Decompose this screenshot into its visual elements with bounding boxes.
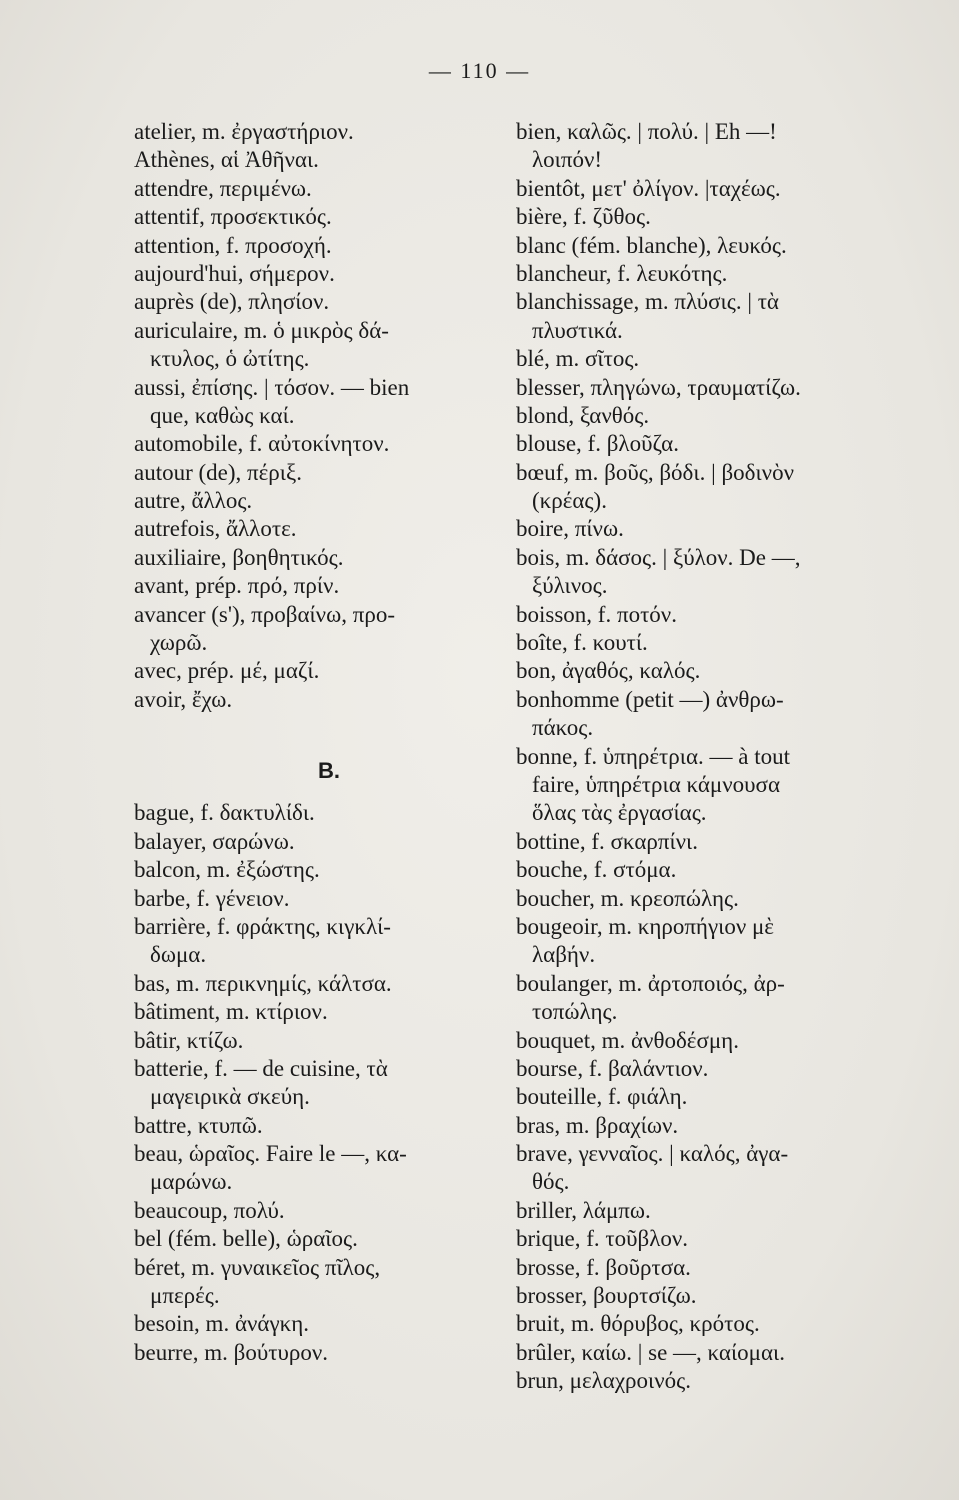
dictionary-entry-line: boisson, f. ποτόν. xyxy=(516,601,677,627)
dictionary-entry-line: bière, f. ζῦθος. xyxy=(516,204,651,230)
entry-continuation-line: ξύλινος. xyxy=(532,573,608,599)
left-column xyxy=(134,118,504,1367)
dictionary-entry-line: automobile, f. αὐτοκίνητον. xyxy=(134,431,390,457)
dictionary-entry-line: bourse, f. βαλάντιον. xyxy=(516,1055,709,1081)
dictionary-entry-line: bœuf, m. βοῦς, βόδι. | βοδινὸν xyxy=(516,459,794,485)
entry-continuation-line: τοπώλης. xyxy=(532,999,618,1025)
dictionary-entry-line: besoin, m. ἀνάγκη. xyxy=(134,1311,309,1337)
entry-continuation-line: μπερές. xyxy=(150,1283,220,1309)
dictionary-entry-line: bon, ἀγαθός, καλός. xyxy=(516,658,701,684)
dictionary-entry-line: brosse, f. βοῦρτσα. xyxy=(516,1254,691,1280)
dictionary-entry-line: brave, γενναῖος. | καλός, ἀγα- xyxy=(516,1141,789,1167)
dictionary-entry-line: avant, prép. πρό, πρίν. xyxy=(134,573,340,599)
dictionary-entry-line: brosser, βουρτσίζω. xyxy=(516,1283,697,1309)
entry-continuation-line: λοιπόν! xyxy=(532,147,603,173)
dictionary-entry-line: bague, f. δακτυλίδι. xyxy=(134,800,315,826)
dictionary-entry-line: barbe, f. γένειον. xyxy=(134,885,290,911)
entry-continuation-line: μαρώνω. xyxy=(150,1169,233,1195)
dictionary-entry-line: bâtiment, m. κτίριον. xyxy=(134,999,328,1025)
dictionary-entry-line: bouquet, m. ἀνθοδέσμη. xyxy=(516,1027,739,1053)
dictionary-entry-line: bruit, m. θόρυβος, κρότος. xyxy=(516,1311,760,1337)
dictionary-entry-line: batterie, f. — de cuisine, τὰ xyxy=(134,1055,388,1081)
dictionary-entry-line: bouche, f. στόμα. xyxy=(516,857,677,883)
dictionary-entry-line: beau, ὡραῖος. Faire le —, κα- xyxy=(134,1141,407,1167)
dictionary-entry-line: balcon, m. ἐξώστης. xyxy=(134,857,320,883)
dictionary-entry-line: autre, ἄλλος. xyxy=(134,488,253,514)
dictionary-entry-line: bottine, f. σκαρπίνι. xyxy=(516,828,698,854)
right-entries xyxy=(516,118,886,1396)
entry-continuation-line: μαγειρικὰ σκεύη. xyxy=(150,1084,310,1110)
dictionary-entry-line: aujourd'hui, σήμερον. xyxy=(134,260,335,286)
dictionary-entry-line: bras, m. βραχίων. xyxy=(516,1112,679,1138)
dictionary-entry-line: atelier, m. ἐργαστήριον. xyxy=(134,119,354,144)
dictionary-entry-line: attentif, προσεκτικός. xyxy=(134,204,332,230)
dictionary-entry-line: bien, καλῶς. | πολύ. | Eh —! xyxy=(516,119,777,144)
dictionary-entry-line: attention, f. προσοχή. xyxy=(134,232,332,258)
dictionary-entry-line: avec, prép. μέ, μαζί. xyxy=(134,658,320,684)
dictionary-entry-line: briller, λάμπω. xyxy=(516,1197,651,1223)
dictionary-entry-line: brun, μελαχροινός. xyxy=(516,1368,691,1394)
entry-continuation-line: πάκος. xyxy=(532,715,594,741)
dictionary-entry-line: beaucoup, πολύ. xyxy=(134,1197,285,1223)
dictionary-entry-line: boire, πίνω. xyxy=(516,516,624,542)
entry-continuation-line: κτυλος, ὁ ὠτίτης. xyxy=(150,346,310,372)
dictionary-entry-line: blé, m. σῖτος. xyxy=(516,346,640,372)
left-entries-a xyxy=(134,118,504,714)
dictionary-entry-line: beurre, m. βούτυρον. xyxy=(134,1339,328,1365)
dictionary-entry-line: aussi, ἐπίσης. | τόσον. — bien xyxy=(134,374,410,400)
dictionary-entry-line: bougeoir, m. κηροπήγιον μὲ xyxy=(516,913,774,939)
section-heading: B. xyxy=(318,757,340,783)
dictionary-entry-line: auprès (de), πλησίον. xyxy=(134,289,330,315)
entry-continuation-line: θός. xyxy=(532,1169,570,1195)
right-column xyxy=(516,118,886,1396)
entry-continuation-line: faire, ὑπηρέτρια κάμνουσα xyxy=(532,771,781,797)
dictionary-entry-line: bonne, f. ὑπηρέτρια. — à tout xyxy=(516,743,790,769)
dictionary-entry-line: battre, κτυπῶ. xyxy=(134,1112,263,1138)
dictionary-entry-line: autour (de), πέριξ. xyxy=(134,459,302,485)
dictionary-entry-line: blesser, πληγώνω, τραυματίζω. xyxy=(516,374,801,400)
dictionary-entry-line: auxiliaire, βοηθητικός. xyxy=(134,544,344,570)
dictionary-entry-line: brique, f. τοῦβλον. xyxy=(516,1226,689,1252)
dictionary-entry-line: boucher, m. κρεοπώλης. xyxy=(516,885,739,911)
dictionary-entry-line: bâtir, κτίζω. xyxy=(134,1027,244,1053)
entry-continuation-line: que, καθὼς καί. xyxy=(150,402,295,428)
dictionary-entry-line: avoir, ἔχω. xyxy=(134,686,233,712)
dictionary-entry-line: bas, m. περικνημίς, κάλτσα. xyxy=(134,970,392,996)
dictionary-entry-line: boîte, f. κουτί. xyxy=(516,630,648,656)
dictionary-entry-line: avancer (s'), προβαίνω, προ- xyxy=(134,601,395,627)
dictionary-entry-line: bois, m. δάσος. | ξύλον. De —, xyxy=(516,544,801,570)
dictionary-entry-line: balayer, σαρώνω. xyxy=(134,828,295,854)
entry-continuation-line: πλυστικά. xyxy=(532,317,623,343)
page-number: — 110 — xyxy=(428,58,531,83)
left-entries-b xyxy=(134,799,504,1367)
dictionary-entry-line: béret, m. γυναικεῖος πῖλος, xyxy=(134,1254,381,1280)
dictionary-entry-line: bientôt, μετ' ὀλίγον. |ταχέως. xyxy=(516,175,781,201)
section-spacer xyxy=(134,714,504,742)
dictionary-entry-line: blanchissage, m. πλύσις. | τὰ xyxy=(516,289,779,315)
dictionary-entry-line: blouse, f. βλοῦζα. xyxy=(516,431,679,457)
dictionary-entry-line: auriculaire, m. ὁ μικρὸς δά- xyxy=(134,317,389,343)
entry-continuation-line: ὅλας τὰς ἐργασίας. xyxy=(532,800,707,826)
dictionary-entry-line: blancheur, f. λευκότης. xyxy=(516,260,728,286)
dictionary-entry-line: attendre, περιμένω. xyxy=(134,175,312,201)
entry-continuation-line: (κρέας). xyxy=(532,488,607,514)
dictionary-entry-line: brûler, καίω. | se —, καίομαι. xyxy=(516,1339,785,1365)
dictionary-entry-line: barrière, f. φράκτης, κιγκλί- xyxy=(134,913,391,939)
dictionary-entry-line: bonhomme (petit —) ἀνθρω- xyxy=(516,686,784,712)
dictionary-entry-line: Athènes, αἱ Ἀθῆναι. xyxy=(134,147,319,173)
entry-continuation-line: δωμα. xyxy=(150,942,207,968)
dictionary-entry-line: blond, ξανθός. xyxy=(516,402,650,428)
dictionary-entry-line: autrefois, ἄλλοτε. xyxy=(134,516,297,542)
dictionary-entry-line: boulanger, m. ἀρτοποιός, ἀρ- xyxy=(516,970,785,996)
dictionary-entry-line: bel (fém. belle), ὡραῖος. xyxy=(134,1226,358,1252)
entry-continuation-line: λαβήν. xyxy=(532,942,596,968)
dictionary-entry-line: blanc (fém. blanche), λευκός. xyxy=(516,232,787,258)
dictionary-entry-line: bouteille, f. φιάλη. xyxy=(516,1084,688,1110)
entry-continuation-line: χωρῶ. xyxy=(150,630,208,656)
